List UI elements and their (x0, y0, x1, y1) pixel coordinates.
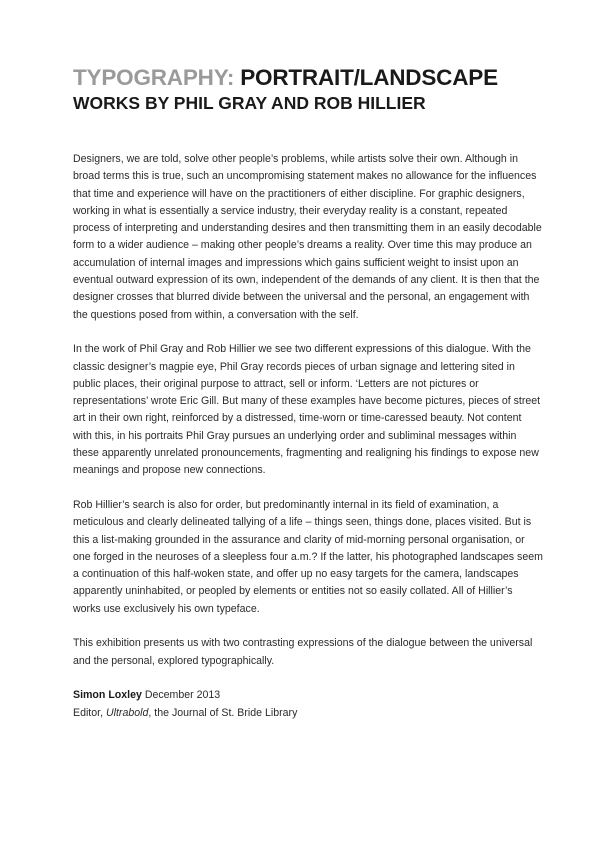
title-accent: TYPOGRAPHY: (73, 65, 235, 90)
title-main: PORTRAIT/LANDSCAPE (240, 65, 498, 90)
page-title (73, 64, 553, 91)
signature-line (73, 687, 543, 704)
article-body (73, 151, 543, 722)
publication-name: Ultrabold (105, 706, 149, 719)
role-prefix: Editor, (73, 706, 106, 719)
signature-date: December 2013 (141, 689, 221, 702)
title-block (73, 64, 553, 115)
author-name: Simon Loxley (73, 689, 142, 702)
role-suffix: , the Journal of St. Bride Library (148, 706, 298, 719)
paragraph-4: This exhibition presents us with two contrasting expressions of the dialogue between the universal and the personal, explored typographically. (73, 637, 533, 667)
page-subtitle: WORKS BY PHIL GRAY AND ROB HILLIER (73, 93, 426, 113)
paragraph-2: In the work of Phil Gray and Rob Hillier we see two different expressions of this dialogue. With the classic designer’s magpie eye, Phil Gray records pieces of urban signage and lettering sited in public places, their original purpose to attract, sell or inform. ‘Letters are not pictures or representations’ wrote Eric Gill. But many of these examples have become pictures, pieces of street art in their own right, reinforced by a distressed, time-worn or time-caressed beauty. Not content with this, in his portraits Phil Gray pursues an underlying order and subliminal messages within these apparently unrelated pronouncements, fragmenting and realigning his findings to expose new meanings and propose new connections. (73, 343, 541, 477)
paragraph-1: Designers, we are told, solve other people’s problems, while artists solve their own. Although in broad terms this is true, such an uncompromising statement makes no allowance for the influences that time and experience will have on the practitioners of either discipline. For graphic designers, working in what is essentially a service industry, their everyday reality is a constant, repeated process of interpreting and understanding desires and then transmitting them in an easily decodable form to a wider audience – making other people’s dreams a reality. Over time this may produce an accumulation of internal images and impressions which gains sufficient weight to insist upon an eventual outward expression of its own, independent of the demands of any client. It is then that the designer crosses that blurred divide between the universal and the personal, an engagement with the questions posed from within, a conversation with the self. (73, 153, 542, 321)
author-role (73, 705, 543, 722)
paragraph-3: Rob Hillier’s search is also for order, but predominantly internal in its field of examination, a meticulous and clearly delineated tallying of a life – things seen, things done, places visited. But is this a list-making grounded in the assurance and clarity of mid-morning personal organisation, or one forged in the neuroses of a sleepless four a.m.? If the latter, his photographed landscapes seem a continuation of this half-woken state, and offer up no easy targets for the camera, landscapes apparently uninhabited, or peopled by elements or entities not so easily collated. All of Hillier’s works use exclusively his own typeface. (73, 498, 543, 615)
